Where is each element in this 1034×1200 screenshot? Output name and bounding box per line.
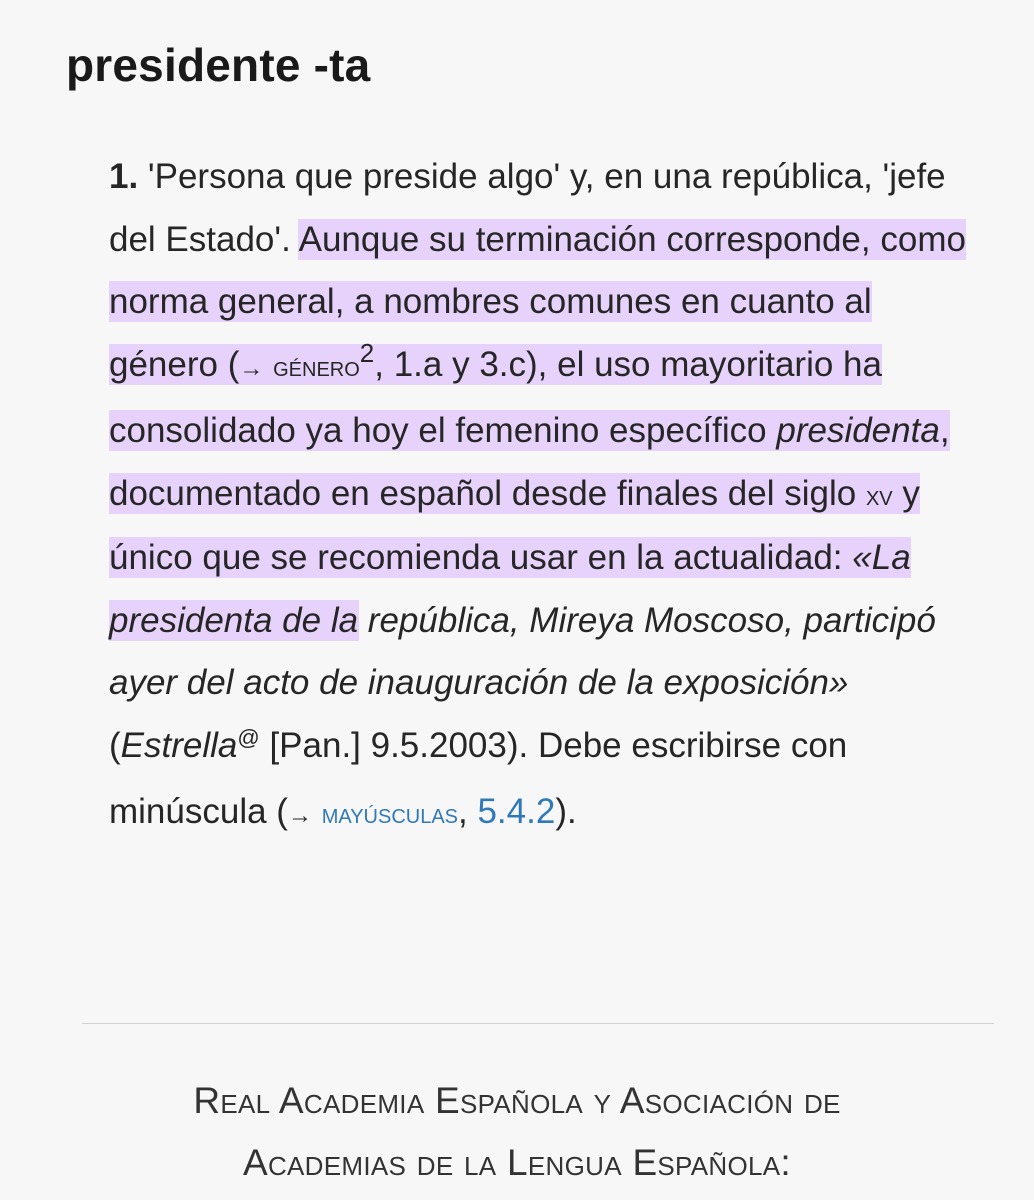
citation-open: ( (109, 725, 121, 765)
ref-genero-superscript: 2 (359, 337, 375, 368)
arrow-icon: → (239, 354, 264, 382)
entry-title: presidente -ta (66, 39, 371, 91)
citation-source: Estrella (120, 725, 238, 765)
citation-rest: [Pan.] 9.5.2003). Debe escribirse con minúscula ( (109, 725, 848, 831)
highlighted-text (109, 220, 966, 640)
divider (82, 1023, 994, 1024)
highlight-part-3: , documentado en español desde finales del siglo (109, 411, 950, 513)
example-quote-rest: república, Mireya Moscoso, participó ayer del acto de inauguración de la exposición» (109, 600, 936, 702)
definition-number: 1. (109, 157, 139, 196)
presidenta-term: presidenta (776, 411, 940, 450)
highlight-part-4: y único que se recomienda usar en la actualidad: (109, 473, 920, 577)
footer-credit (0, 1070, 1034, 1194)
highlight-part-2: , 1.a y 3.c), el uso mayoritario ha consolidado ya hoy el femenino específico (109, 344, 882, 450)
definition-close: ). (555, 792, 577, 831)
ref-mayusculas-link[interactable]: mayúsculas (321, 798, 459, 829)
definition-text: 'Persona que preside algo' y, en una república, 'jefe del Estado'. (109, 157, 946, 259)
arrow-icon: → (287, 802, 312, 829)
century-numeral: xv (865, 479, 893, 511)
footer-line-2: Academias de la Lengua Española: (242, 1142, 791, 1183)
ref-separator: , (458, 792, 478, 831)
ref-genero-link[interactable]: género (273, 350, 360, 382)
highlight-part-1: Aunque su terminación corresponde, como norma general, a nombres comunes en cuanto al género ( (109, 219, 966, 384)
definition-1 (109, 146, 989, 848)
ref-section-link[interactable]: 5.4.2 (477, 792, 556, 831)
footer-line-1: Real Academia Española y Asociación de (193, 1080, 841, 1121)
example-quote-highlighted: «La presidenta de la (109, 538, 911, 640)
citation-source-superscript: @ (237, 724, 260, 750)
